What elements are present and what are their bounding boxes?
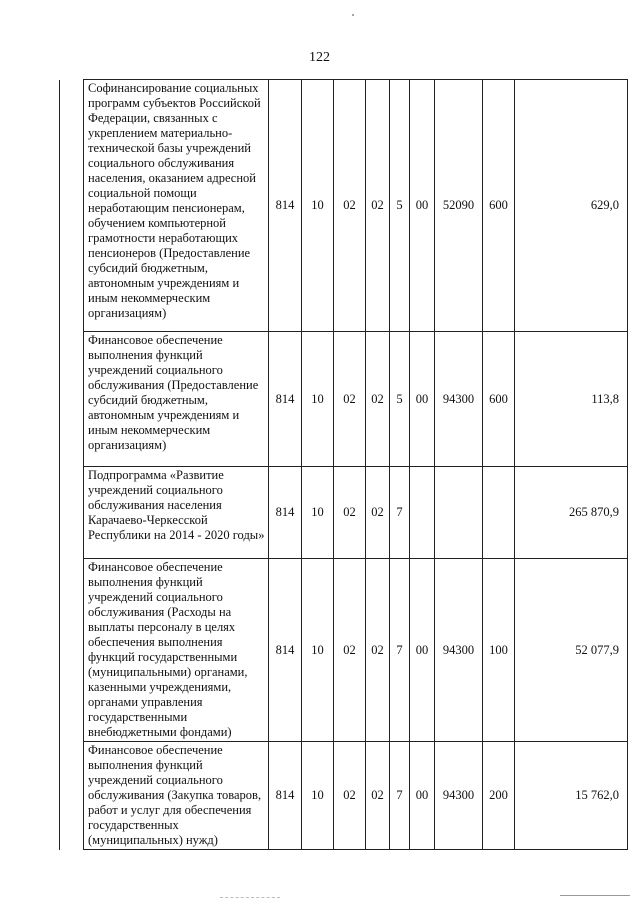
scan-artifact (220, 897, 280, 900)
description-cell: Финансовое обеспечение выполнения функций учреждений социального обслуживания (Закупка товаров, работ и услуг для обеспечения государственных (муниципальных) нужд) (84, 742, 269, 850)
subprogram-cell: 5 (390, 80, 410, 332)
event-cell: 00 (410, 80, 435, 332)
table-row (60, 467, 628, 559)
direction-cell (435, 467, 483, 559)
subsection-cell: 02 (334, 332, 366, 467)
amount-cell: 113,8 (515, 332, 628, 467)
expense-type-cell: 600 (483, 332, 515, 467)
blank-cell (60, 467, 84, 559)
budget-table-wrapper (59, 79, 628, 850)
table-row (60, 559, 628, 742)
event-cell: 00 (410, 559, 435, 742)
scan-edge-line (560, 895, 630, 896)
direction-cell: 94300 (435, 559, 483, 742)
section-cell: 10 (302, 467, 334, 559)
table-row (60, 332, 628, 467)
budget-table (59, 79, 628, 850)
subprogram-cell: 7 (390, 467, 410, 559)
description-cell: Финансовое обеспечение выполнения функций учреждений социального обслуживания (Предоставление субсидий бюджетным, автономным учреждениям и иным некоммерческим организациям) (84, 332, 269, 467)
ministry-code-cell: 814 (269, 80, 302, 332)
description-cell: Финансовое обеспечение выполнения функций учреждений социального обслуживания (Расходы на выплаты персоналу в целях обеспечения выполнения функций государственными (муниципальными) органами, казенными учреждениями, органами управления государственными внебюджетными фондами) (84, 559, 269, 742)
table-row (60, 742, 628, 850)
subsection-cell: 02 (334, 742, 366, 850)
amount-cell: 15 762,0 (515, 742, 628, 850)
amount-cell: 629,0 (515, 80, 628, 332)
subsection-cell: 02 (334, 467, 366, 559)
section-cell: 10 (302, 559, 334, 742)
direction-cell: 94300 (435, 332, 483, 467)
subprogram-cell: 7 (390, 559, 410, 742)
event-cell: 00 (410, 742, 435, 850)
direction-cell: 94300 (435, 742, 483, 850)
expense-type-cell: 100 (483, 559, 515, 742)
description-cell: Софинансирование социальных программ субъектов Российской Федерации, связанных с укреплением материально-технической базы учреждений социального обслуживания населения, оказанием адресной социальной помощи неработающим пенсионерам, обучением компьютерной грамотности неработающих пенсионеров (Предоставление субсидий бюджетным, автономным учреждениям и иным некоммерческим организациям) (84, 80, 269, 332)
ministry-code-cell: 814 (269, 467, 302, 559)
event-cell: 00 (410, 332, 435, 467)
section-cell: 10 (302, 332, 334, 467)
amount-cell: 265 870,9 (515, 467, 628, 559)
program-cell: 02 (366, 332, 390, 467)
expense-type-cell: 200 (483, 742, 515, 850)
program-cell: 02 (366, 559, 390, 742)
ministry-code-cell: 814 (269, 559, 302, 742)
direction-cell: 52090 (435, 80, 483, 332)
description-cell: Подпрограмма «Развитие учреждений социального обслуживания населения Карачаево-Черкесской Республики на 2014 - 2020 годы» (84, 467, 269, 559)
blank-cell (60, 742, 84, 850)
blank-cell (60, 559, 84, 742)
section-cell: 10 (302, 742, 334, 850)
blank-cell (60, 332, 84, 467)
amount-cell: 52 077,9 (515, 559, 628, 742)
expense-type-cell (483, 467, 515, 559)
subsection-cell: 02 (334, 559, 366, 742)
program-cell: 02 (366, 80, 390, 332)
page-number: 122 (309, 50, 330, 65)
subsection-cell: 02 (334, 80, 366, 332)
table-row (60, 80, 628, 332)
ministry-code-cell: 814 (269, 332, 302, 467)
program-cell: 02 (366, 742, 390, 850)
event-cell (410, 467, 435, 559)
subprogram-cell: 7 (390, 742, 410, 850)
section-cell: 10 (302, 80, 334, 332)
blank-cell (60, 80, 84, 332)
expense-type-cell: 600 (483, 80, 515, 332)
scan-speck (352, 14, 354, 16)
ministry-code-cell: 814 (269, 742, 302, 850)
program-cell: 02 (366, 467, 390, 559)
subprogram-cell: 5 (390, 332, 410, 467)
